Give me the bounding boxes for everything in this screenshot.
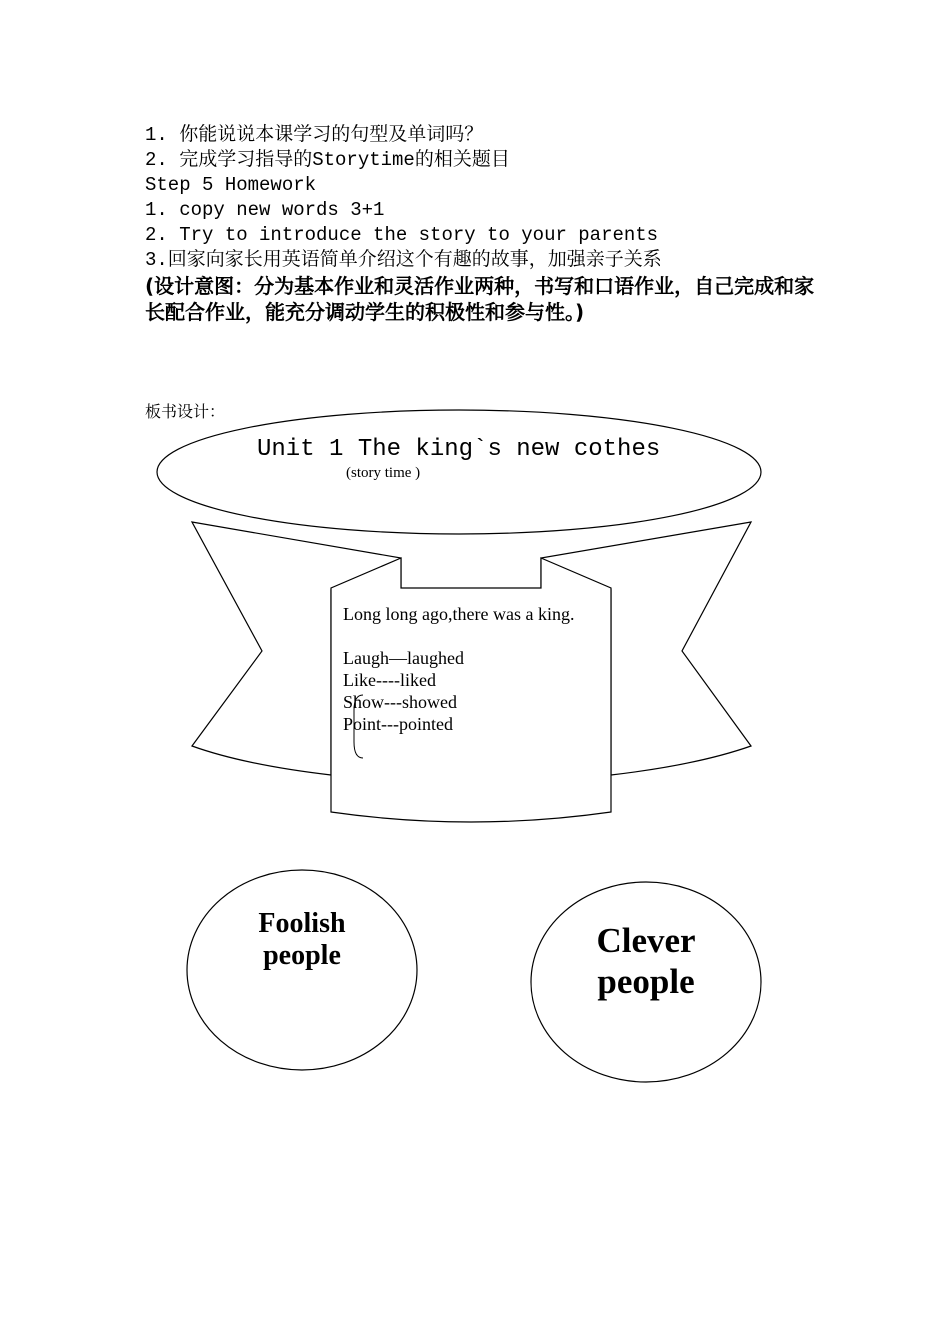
homework-heading: Step 5 Homework (145, 174, 317, 196)
homework-item-2: 2. Try to introduce the story to your parents (145, 224, 659, 246)
board-design-label: 板书设计： (145, 402, 226, 421)
foolish-word: Foolish (258, 908, 346, 939)
scroll-content (343, 603, 603, 735)
unit-title: Unit 1 The king`s new cothes (257, 436, 661, 463)
word-pair-2: Like----liked (343, 670, 436, 690)
foolish-people-word: people (263, 940, 341, 971)
word-pair-4: Point---pointed (343, 714, 453, 734)
story-intro: Long long ago,there was a king. (343, 604, 575, 624)
text-line-1: 1. 你能说说本课学习的句型及单词吗？ (145, 124, 484, 146)
clever-people-label (560, 920, 732, 1002)
unit-subtitle: (story time ) (346, 465, 421, 481)
word-pair-1: Laugh—laughed (343, 648, 464, 668)
title-ellipse (157, 410, 761, 534)
text-line-2: 2. 完成学习指导的Storytime的相关题目 (145, 149, 510, 171)
homework-item-3: 3.回家向家长用英语简单介绍这个有趣的故事，加强亲子关系 (145, 249, 662, 271)
design-intent: (设计意图：分为基本作业和灵活作业两种，书写和口语作业，自己完成和家长配合作业，能充分调动学生的积极性和参与性。) (145, 274, 815, 324)
homework-item-1: 1. copy new words 3+1 (145, 199, 385, 221)
foolish-people-label (220, 908, 384, 972)
word-pair-3: Show---showed (343, 692, 457, 712)
clever-word: Clever (596, 921, 696, 960)
clever-people-word: people (597, 962, 695, 1001)
